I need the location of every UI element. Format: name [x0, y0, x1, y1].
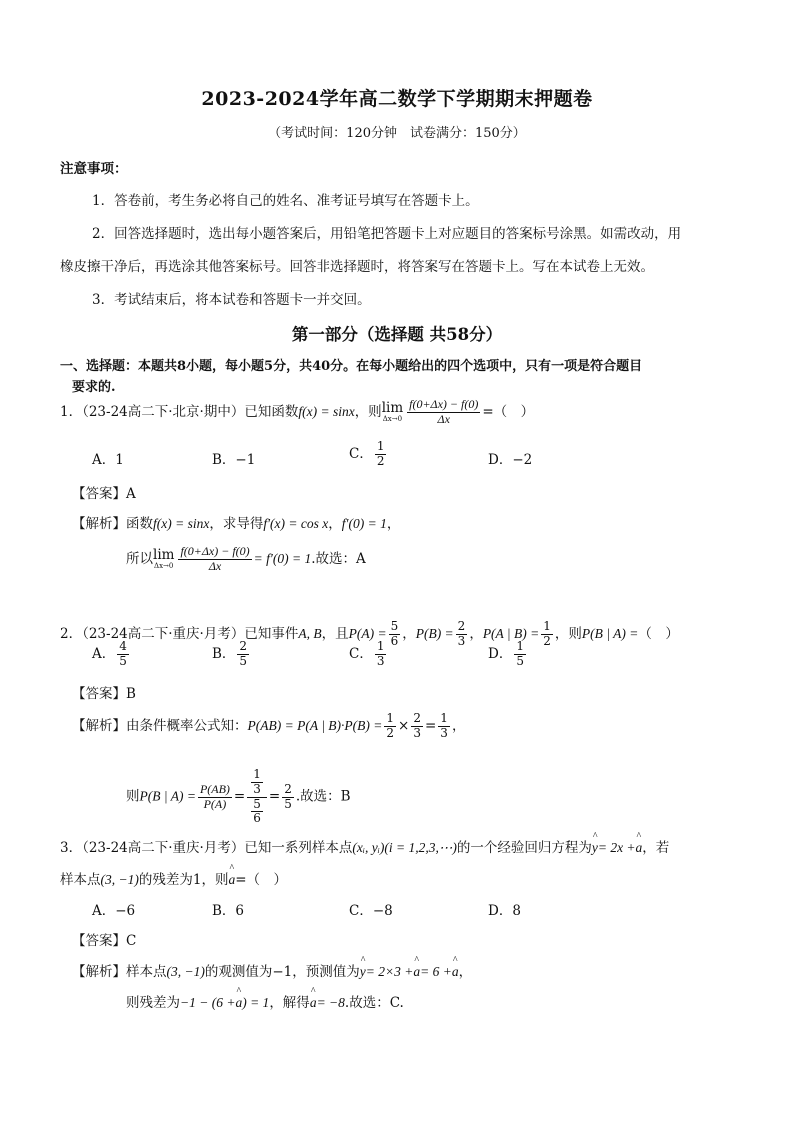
q2-a1-times: ×	[398, 717, 410, 734]
q3-option-d: D．8	[488, 903, 521, 919]
q3-line2-pre: 样本点	[60, 872, 101, 888]
q1-a2-num: f(0+Δx) − f(0)	[180, 544, 250, 558]
q3-a1-rhs2: = 6 +	[420, 964, 452, 979]
q1-suffix: =（ ）	[482, 403, 535, 420]
q3-line2-mid: 的残差为1，则	[138, 872, 229, 888]
q3-answer-value: C	[126, 933, 137, 949]
q2-pab: P(A | B) =	[482, 625, 540, 641]
q2-a1-eqs: =	[424, 717, 437, 734]
q1-a2-end: .故选：A	[311, 550, 366, 567]
q3-a1-end: ，	[458, 964, 473, 980]
q2-a2-result	[282, 783, 294, 812]
q2-option-d-num: 1	[516, 639, 524, 653]
q1-option-c-label: C．	[349, 445, 373, 462]
q1-a2-limit: lim Δx→0	[153, 547, 175, 570]
q2-a1-frac3	[438, 712, 450, 741]
q2-option-d	[488, 640, 528, 669]
q3-answer-label: 【答案】	[72, 933, 126, 949]
question-1	[60, 398, 534, 427]
q1-a2-fraction	[178, 545, 251, 574]
q2-a2-inner-bottom	[251, 798, 263, 827]
q2-option-d-den: 5	[516, 653, 524, 668]
q3-a1-rhs: = 2×3 +	[365, 964, 414, 979]
q3-a1-a2: ^ a	[452, 964, 459, 980]
q2-option-c	[349, 640, 388, 669]
q2-pab-num: 1	[543, 619, 551, 633]
q2-a2-inner-n2: 5	[253, 796, 261, 811]
q2-events: A, B	[298, 625, 322, 641]
q2-option-d-frac	[514, 640, 526, 669]
q2-option-a-den: 5	[119, 653, 127, 668]
notice-heading: 注意事项：	[60, 161, 128, 177]
q2-analysis-2: 则P(B | A) = $\frac{P(AB)}{P(A)}$ = $\frac{\frac{1}{3}}{\frac{5}{6}}$ = $\frac{2}{5}$ .故选：B	[126, 767, 351, 826]
q2-pa-frac	[389, 620, 401, 649]
q2-option-b-label: B．	[212, 645, 236, 662]
q1-fraction	[407, 398, 480, 427]
q3-a2-mid: ，解得	[269, 995, 310, 1011]
q2-answer-label: 【答案】	[72, 686, 126, 702]
q1-a1-end: ，	[386, 516, 401, 532]
notice-item-1: 1．答卷前，考生务必将自己的姓名、准考证号填写在答题卡上。	[92, 193, 479, 209]
q3-line1-end: ，若	[642, 840, 670, 856]
q2-option-a-label: A．	[92, 645, 116, 662]
q1-option-b: B．−1	[212, 452, 256, 468]
q2-a1-f1n: 1	[386, 711, 395, 725]
q1-answer	[72, 482, 136, 502]
q1-analysis-1	[72, 512, 400, 532]
q3-option-a: A．−6	[92, 903, 136, 919]
q2-a1-f3n: 1	[440, 711, 448, 725]
q1-a1-val: f′(0) = 1	[341, 516, 387, 531]
question-3-line-2	[60, 868, 287, 888]
q3-answer	[72, 929, 136, 949]
q2-a1-f1d: 2	[386, 725, 395, 740]
q1-option-c-frac	[375, 440, 387, 469]
q1-a1-mid: ，求导得	[209, 516, 264, 532]
q2-pa: P(A) =	[348, 625, 387, 641]
q1-option-c-num: 1	[376, 439, 385, 453]
q1-limit: lim Δx→0	[381, 400, 404, 423]
q2-prefix: 2．（23-24高二下·重庆·月考）已知事件	[60, 625, 299, 642]
q3-option-b: B．6	[212, 903, 245, 919]
q2-pa-num: 5	[390, 619, 399, 633]
notice-item-2a: 2．回答选择题时，选出每小题答案后，用铅笔把答题卡上对应题目的答案标号涂黑。如需改动，用	[92, 226, 682, 242]
q3-a2-a: ^ a	[235, 995, 242, 1011]
q2-a1-end: ，	[451, 717, 466, 734]
q2-option-a-num: 4	[119, 639, 127, 653]
q1-numerator: f(0+Δx) − f(0)	[409, 397, 479, 411]
q2-option-d-label: D．	[488, 645, 513, 662]
q3-a2-pre: 则残差为	[126, 995, 180, 1011]
q3-point: (3, −1)	[100, 872, 139, 887]
q2-option-a	[92, 640, 131, 669]
q2-pa-den: 6	[390, 633, 399, 648]
question-2: 2．（23-24高二下·重庆·月考）已知事件A, B，且P(A) = $\frac{5}{6}$ ，P(B) = $\frac{2}{3}$ ，P(A | B) = $\frac{1}{2}$ ，则P(B | A) =（ ）	[60, 619, 679, 648]
answer-label: 【答案】	[72, 486, 126, 502]
q2-analysis-1	[72, 712, 465, 741]
q1-a2-den: Δx	[208, 558, 222, 573]
q1-a2-pre: 所以	[126, 550, 153, 567]
q2-a2-end: .故选：B	[295, 788, 351, 805]
q2-a2-frac	[198, 783, 232, 812]
q2-target: P(B | A) =	[581, 625, 639, 641]
q2-a1-f3d: 3	[440, 725, 448, 740]
q2-option-c-num: 1	[376, 639, 385, 653]
q3-line1-pre: 3．（23-24高二下·重庆·月考）已知一系列样本点	[60, 840, 353, 856]
q3-eq-rhs: = 2x +	[597, 840, 636, 855]
section-title: 第一部分（选择题 共58分）	[291, 325, 503, 344]
page-title: 2023-2024学年高二数学下学期期末押题卷	[201, 88, 593, 110]
q1-a2-post: = f′(0) = 1	[253, 550, 312, 566]
q3-a2-eq2: ) = 1	[242, 995, 270, 1010]
q2-a2-pre: 则	[126, 788, 140, 805]
q2-a2-complex-den	[247, 798, 267, 827]
q1-a1-text: 函数	[126, 516, 153, 532]
q2-option-b-den: 5	[239, 653, 248, 668]
q3-eq-y: ^ y	[592, 840, 598, 856]
q3-analysis-2	[126, 991, 404, 1011]
q2-mid: ，且	[321, 625, 349, 642]
q1-analysis-2	[126, 545, 366, 574]
q1-a1-sep: ，	[328, 516, 342, 532]
q2-a1-text: 由条件概率公式知：	[126, 717, 248, 734]
q2-pb-num: 2	[457, 619, 466, 633]
q1-limit-sub: Δx→0	[382, 414, 403, 423]
q3-a1-a: ^ a	[413, 964, 420, 980]
notice-item-3: 3．考试结束后，将本试卷和答题卡一并交回。	[92, 292, 371, 308]
q1-a2-limit-sub: Δx→0	[154, 561, 174, 570]
q1-a1-fx: f(x) = sinx	[153, 516, 210, 531]
q2-option-c-label: C．	[349, 645, 373, 662]
q1-option-d: D．−2	[488, 452, 533, 468]
q3-a1-mid: 的观测值为−1，预测值为	[204, 964, 360, 980]
q3-a1-pre: 样本点	[126, 964, 167, 980]
notice-item-2b: 橡皮擦干净后，再选涂其他答案标号。回答非选择题时，将答案写在答题卡上。写在本试卷上无效。	[60, 259, 654, 275]
q2-option-a-frac	[117, 640, 129, 669]
q3-a2-res: = −8	[316, 995, 345, 1010]
q1-denominator: Δx	[437, 411, 450, 426]
q2-ask: ，则	[554, 625, 582, 642]
q1-option-c-den: 2	[376, 453, 385, 468]
q1-a1-deriv: f′(x) = cos x	[263, 516, 329, 531]
q2-pab-frac	[541, 620, 553, 649]
analysis-label: 【解析】	[72, 516, 126, 532]
q3-a1-point: (3, −1)	[166, 964, 205, 979]
q2-a2-res-d: 5	[284, 796, 292, 811]
q3-analysis-label: 【解析】	[72, 964, 126, 980]
q2-pb: P(B) =	[415, 625, 454, 641]
part-intro-b: 要求的.	[72, 380, 116, 395]
q3-eq-a: ^ a	[636, 840, 643, 856]
q3-a2-a2: ^ a	[310, 995, 317, 1011]
q2-a2-inner-d: 3	[253, 781, 261, 796]
q2-suffix: （ ）	[638, 625, 679, 642]
q3-analysis-1	[72, 960, 472, 980]
q3-option-c: C．−8	[349, 903, 393, 919]
q2-option-c-den: 3	[376, 653, 385, 668]
q2-a1-frac2	[411, 712, 423, 741]
q2-a2-fn: P(AB)	[199, 781, 230, 796]
q3-points: (xᵢ, yᵢ)(i = 1,2,3,⋯)	[352, 840, 457, 855]
q2-pb-frac	[456, 620, 468, 649]
q1-answer-value: A	[126, 486, 136, 502]
q1-mid: ，则	[354, 403, 382, 420]
q2-option-c-frac	[375, 640, 387, 669]
exam-info: （考试时间：120分钟 试卷满分：150分）	[268, 126, 526, 141]
q2-option-b-frac	[237, 640, 249, 669]
q2-option-b	[212, 640, 251, 669]
q3-line2-end: =（ ）	[235, 872, 288, 888]
q3-line1-mid: 的一个经验回归方程为	[456, 840, 592, 856]
q1-option-a: A．1	[92, 452, 124, 468]
q2-pab-den: 2	[543, 633, 551, 648]
q2-answer	[72, 682, 136, 702]
q3-a1-y: ^ y	[360, 964, 366, 980]
q1-option-c	[349, 440, 388, 469]
q3-line2-a: ^ a	[228, 872, 235, 888]
q1-function: f(x) = sinx	[298, 403, 355, 419]
q2-a2-complex-frac	[247, 768, 267, 826]
q2-a1-frac1	[384, 712, 396, 741]
q2-a2-lhs: P(B | A) =	[139, 788, 196, 804]
q3-a2-end: .故选：C.	[344, 995, 404, 1011]
q2-a2-res-n: 2	[284, 781, 292, 796]
q2-pb-den: 3	[457, 633, 466, 648]
q2-a2-inner-n: 1	[253, 767, 261, 781]
q2-analysis-label: 【解析】	[72, 717, 126, 734]
q2-a2-inner-d2: 6	[253, 811, 261, 826]
q2-option-b-num: 2	[239, 639, 248, 653]
q1-prefix: 1．（23-24高二下·北京·期中）已知函数	[60, 403, 299, 420]
q2-answer-value: B	[126, 686, 136, 702]
q2-a2-complex-num	[247, 768, 267, 798]
question-3-line-1	[60, 836, 669, 856]
q3-a2-eq: −1 − (6 +	[180, 995, 236, 1010]
q2-a1-f2n: 2	[413, 711, 421, 725]
part-intro-a: 一、选择题：本题共8小题，每小题5分，共40分。在每小题给出的四个选项中，只有一项是符合题目	[60, 359, 643, 374]
q2-a1-f2d: 3	[413, 725, 421, 740]
q2-a1-eq: P(AB) = P(A | B)·P(B) =	[247, 717, 383, 733]
q2-a2-fd: P(A)	[203, 796, 227, 811]
q2-a2-inner-top	[251, 768, 263, 797]
